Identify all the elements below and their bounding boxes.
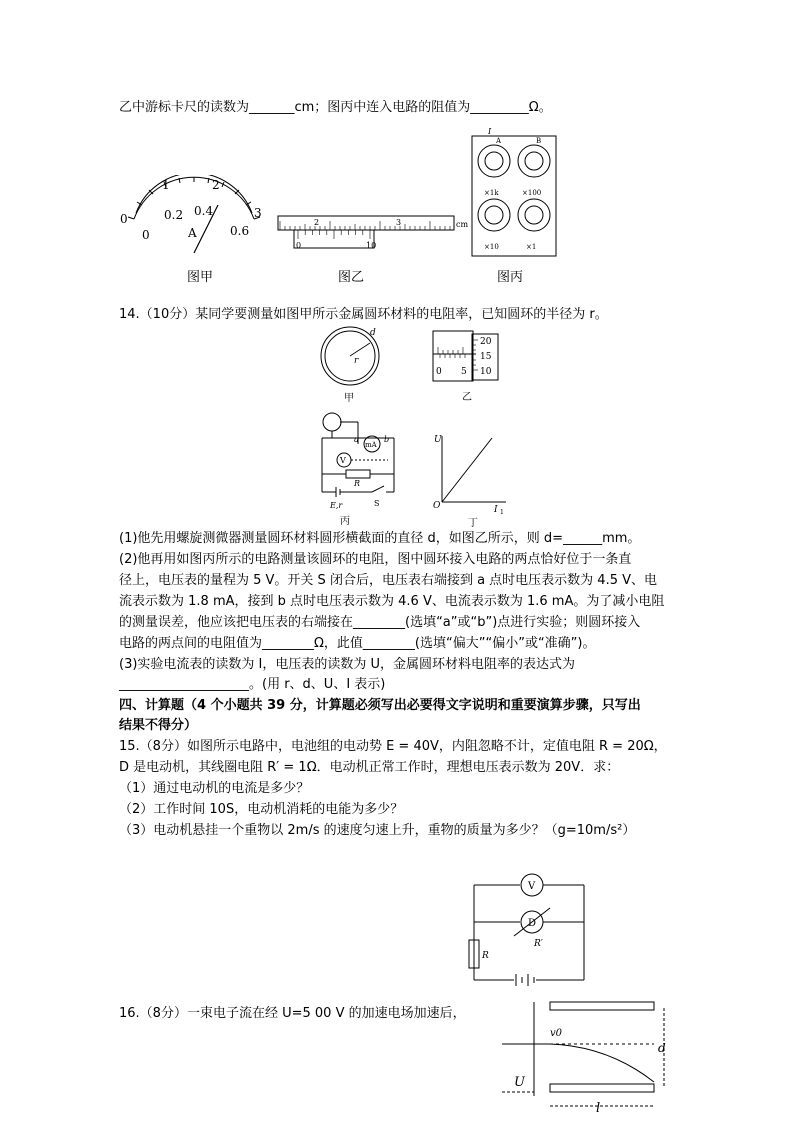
dial-100: ×100 <box>522 189 542 197</box>
q14-part2-line5: 电路的两点间的电阻值为________Ω，此值________(选填“偏大”“偏小”或“准确”)。 <box>119 636 596 651</box>
milliammeter: mA <box>365 441 377 449</box>
scale-top-1: 1 <box>162 178 170 192</box>
q14-part3-line1: (3)实验电流表的读数为 I，电压表的读数为 U，金属圆环材料电阻率的表达式为 <box>119 657 576 672</box>
graph-axis-subscript: 1 <box>500 509 504 516</box>
deflection-figure <box>498 996 678 1116</box>
label-l: l <box>596 1101 601 1116</box>
ammeter-figure <box>118 175 268 255</box>
ui-graph-figure <box>430 428 510 528</box>
dial-1: ×1 <box>526 243 537 251</box>
graph-u: U <box>434 435 442 445</box>
scale-bottom-0: 0 <box>142 228 150 242</box>
caption-q14-bing: 丙 <box>340 516 350 527</box>
thimble-10: 10 <box>480 367 492 377</box>
caption-bing: 图丙 <box>497 270 524 285</box>
point-a: a <box>354 435 359 444</box>
caliper-unit: cm <box>456 220 469 229</box>
switch-label: S <box>374 499 380 508</box>
q15-sub3: （3）电动机悬挂一个重物以 2m/s 的速度匀速上升，重物的质量为多少？（g=10m/s²） <box>119 823 636 838</box>
ammeter-unit: A <box>188 226 197 240</box>
scale-top-3: 3 <box>254 206 262 220</box>
caliper-vernier-10: 10 <box>366 241 377 250</box>
circuit-voltmeter: V <box>528 881 536 892</box>
terminal-a: A <box>496 137 502 145</box>
q14-part2-line2: 径上，电压表的量程为 5 V。开关 S 闭合后，电压表右端接到 a 点时电压表示数为 4.5 V、电 <box>119 573 658 588</box>
q16-title: 16.（8分）一束电子流在经 U=5 00 V 的加速电场加速后， <box>119 1006 466 1021</box>
q14-part2-line1: (2)他再用如图丙所示的电路测量该圆环的电阻，图中圆环接入电路的两点恰好位于一条直 <box>119 552 632 567</box>
current-label: I <box>488 128 492 136</box>
thimble-15: 15 <box>480 352 492 362</box>
scale-top-0: 0 <box>120 212 128 226</box>
fill-blank-line: 乙中游标卡尺的读数为_______cm；图丙中连入电路的阻值为_________Ω。 <box>119 100 552 115</box>
caliper-main-3: 3 <box>396 218 402 227</box>
q14-part2-line3: 流表示数为 1.8 mA，接到 b 点时电压表示数为 4.6 V、电流表示数为 1.6 mA。为了减小电阻 <box>119 594 665 609</box>
q14-title: 14.（10分）某同学要测量如图甲所示金属圆环材料的电阻率，已知圆环的半径为 r。 <box>119 307 608 322</box>
circuit-motor: D <box>528 918 537 929</box>
caliper-vernier-0: 0 <box>296 241 302 250</box>
scale-top-2: 2 <box>212 178 220 192</box>
q14-part2-line4: 的测量误差，他应该把电压表的右端接在________(选填“a”或“b”)点进行实验；则圆环接入 <box>119 615 641 630</box>
battery-label: E,r <box>330 501 343 510</box>
caption-q14-jia: 甲 <box>344 393 354 404</box>
q15-sub1: （1）通过电动机的电流是多少？ <box>119 781 310 796</box>
q15-line2: D 是电动机，其线圈电阻 R′ = 1Ω．电动机正常工作时，理想电压表示数为 20V．求： <box>119 760 620 775</box>
label-u: U <box>514 1075 525 1090</box>
resistance-box-figure <box>470 128 558 258</box>
q14-part3-line2: ____________________。(用 r、d、U、I 表示) <box>119 677 386 692</box>
terminal-b: B <box>536 137 542 145</box>
vernier-caliper-figure <box>272 212 472 256</box>
dial-10: ×10 <box>484 243 499 251</box>
micrometer-figure <box>430 328 502 404</box>
circuit-rprime: R′ <box>534 939 543 949</box>
ring-d: d <box>370 328 376 338</box>
caliper-main-2: 2 <box>314 218 320 227</box>
caption-jia: 图甲 <box>187 270 214 285</box>
q15-sub2: （2）工作时间 10S，电动机消耗的电能为多少？ <box>119 802 404 817</box>
section4-heading: 四、计算题（4 个小题共 39 分，计算题必须写出必要得文字说明和重要演算步骤，只写出 <box>119 698 641 713</box>
caption-q14-ding: 丁 <box>468 518 478 528</box>
q15-title: 15.（8分）如图所示电路中，电池组的电动势 E = 40V，内阻忽略不计，定值电阻 R = 20Ω， <box>119 739 667 754</box>
scale-bottom-2: 0.4 <box>194 204 214 218</box>
point-b: b <box>384 435 390 444</box>
graph-axis-label: I <box>494 505 498 515</box>
circuit-r: R <box>482 951 489 961</box>
caption-yi: 图乙 <box>338 270 365 285</box>
motor-circuit-figure <box>462 870 592 990</box>
scale-bottom-1: 0.2 <box>164 208 184 222</box>
measurement-circuit-figure <box>310 410 402 528</box>
voltmeter: V <box>340 456 346 465</box>
graph-origin: O <box>433 501 441 511</box>
caption-q14-yi: 乙 <box>462 392 472 403</box>
ring-figure <box>318 325 384 405</box>
section4-heading-cont: 结果不得分） <box>119 718 198 733</box>
q14-part1: (1)他先用螺旋测微器测量圆环材料圆形横截面的直径 d，如图乙所示，则 d=______mm。 <box>119 531 641 546</box>
label-v0: v0 <box>550 1028 563 1039</box>
dial-1k: ×1k <box>484 189 499 197</box>
ring-r: r <box>354 356 359 366</box>
label-d: d <box>658 1041 666 1055</box>
scale-bottom-3: 0.6 <box>230 224 250 238</box>
rheostat-label: R <box>354 479 361 488</box>
sleeve-0: 0 <box>436 367 442 377</box>
sleeve-5: 5 <box>461 367 467 377</box>
thimble-20: 20 <box>480 337 492 347</box>
